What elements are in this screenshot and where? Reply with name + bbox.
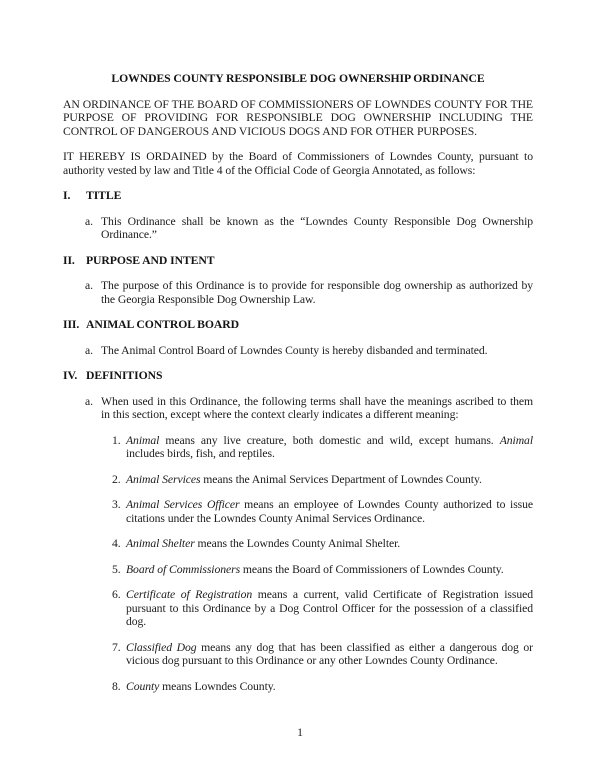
section-heading-title [63,189,533,203]
intro-paragraph-ordinance: AN ORDINANCE OF THE BOARD OF COMMISSIONERS OF LOWNDES COUNTY FOR THE PURPOSE OF PROVIDING FOR RESPONSIBLE DOG OWNERSHIP INCLUDING THE CONTROL OF DANGEROUS AND VICIOUS DOGS AND FOR OTHER PURPOSES. [63,97,533,138]
definition-text [126,473,533,487]
item-text: When used in this Ordinance, the following terms shall have the meanings ascribed to them in this section, except where the context clearly indicates a different meaning: [101,394,533,421]
page-number: 1 [297,726,303,739]
definition-number: 6. [112,588,121,601]
section-heading-text: ANIMAL CONTROL BOARD [86,318,239,331]
definition-body: means the Board of Commissioners of Lowndes County. [240,562,504,576]
definitions-list [63,434,533,694]
item-text: The purpose of this Ordinance is to provide for responsible dog ownership as authorized by the Georgia Responsible Dog Ownership Law. [101,279,533,306]
definition-body: means the Animal Services Department of Lowndes County. [200,472,482,486]
section-item [85,344,533,358]
document-title: LOWNDES COUNTY RESPONSIBLE DOG OWNERSHIP ORDINANCE [111,72,485,85]
item-marker: a. [85,279,93,292]
defined-term: Animal [499,433,533,447]
definition-number: 1. [112,433,121,447]
item-marker: a. [85,343,93,357]
section-numeral: II. [63,253,75,267]
definition-item-animal [112,434,533,461]
definition-number: 3. [112,498,121,511]
definition-item-animal-services [112,473,533,487]
definition-item-animal-services-officer [112,498,533,525]
section-numeral: IV. [63,369,78,382]
section-item [85,279,533,306]
definition-item-county [112,680,533,694]
section-item [85,395,533,422]
definition-text [126,434,533,461]
definition-body: means an employee of Lowndes County authorized to issue citations under the Lowndes County Animal Services Ordinance. [126,498,533,525]
defined-term: County [126,679,160,693]
definition-text [126,641,533,668]
definition-body: means any live creature, both domestic and wild, except humans. [159,433,500,447]
definition-number: 8. [112,679,121,693]
definition-number: 4. [112,537,121,550]
defined-term: Animal Shelter [126,537,195,550]
defined-term: Animal Services [126,472,201,486]
defined-term: Animal [126,433,160,447]
item-text: This Ordinance shall be known as the “Lowndes County Responsible Dog Ownership Ordinance.” [101,214,533,241]
section-heading-purpose [63,254,533,268]
definition-body: means Lowndes County. [159,679,276,693]
defined-term: Certificate of Registration [126,588,253,601]
definition-body: means any dog that has been classified as either a dangerous dog or vicious dog pursuant to this Ordinance or any other Lowndes County Ordinance. [126,640,533,667]
section-heading-text: DEFINITIONS [86,369,163,382]
item-text: The Animal Control Board of Lowndes County is hereby disbanded and terminated. [101,343,488,357]
definition-body: means a current, valid Certificate of Registration issued pursuant to this Ordinance by a Dog Control Officer for the possession of a classified dog. [126,588,533,628]
definition-text [126,537,533,551]
definition-item-animal-shelter [112,537,533,551]
item-marker: a. [85,394,93,408]
section-heading-definitions [63,369,533,383]
section-item [85,215,533,242]
definition-item-certificate-of-registration [112,588,533,629]
definition-text [126,680,533,694]
section-heading-animal-control-board [63,318,533,332]
definition-body: means the Lowndes County Animal Shelter. [194,537,401,550]
definition-text [126,588,533,629]
definition-number: 2. [112,472,121,486]
intro-paragraph-ordained: IT HEREBY IS ORDAINED by the Board of Commissioners of Lowndes County, pursuant to authority vested by law and Title 4 of the Official Code of Georgia Annotated, as follows: [63,150,533,177]
item-marker: a. [85,214,93,228]
definition-text [126,563,533,577]
definition-item-classified-dog [112,641,533,668]
section-heading-text: PURPOSE AND INTENT [86,253,215,267]
definition-text [126,498,533,525]
definition-number: 5. [112,562,121,576]
section-numeral: III. [63,318,80,331]
defined-term: Classified Dog [126,640,197,654]
defined-term: Animal Services Officer [126,498,240,511]
defined-term: Board of Commissioners [126,562,241,576]
definition-number: 7. [112,640,121,654]
section-heading-text: TITLE [86,189,122,202]
section-numeral: I. [63,189,71,202]
definition-item-board-of-commissioners [112,563,533,577]
definition-body: includes birds, fish, and reptiles. [126,447,275,460]
